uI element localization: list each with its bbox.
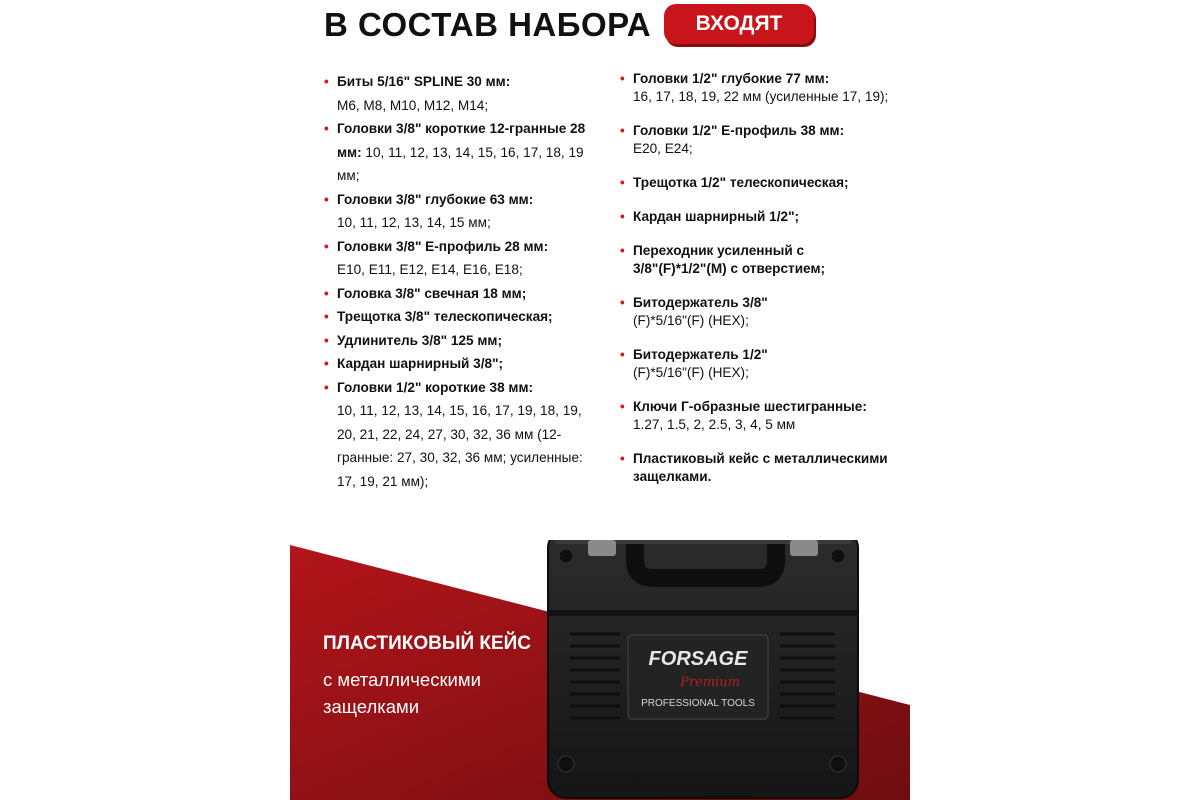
- list-item: [324, 305, 592, 329]
- case-title: ПЛАСТИКОВЫЙ КЕЙС: [323, 633, 532, 654]
- item-title: Кардан шарнирный 1/2";: [633, 209, 800, 224]
- bullet-icon: •: [324, 285, 329, 301]
- bullet-icon: •: [620, 175, 625, 190]
- brand-tagline: PROFESSIONAL TOOLS: [641, 698, 755, 709]
- item-title: Пластиковый кейс с металлическими защелками.: [633, 451, 888, 484]
- list-item: [324, 117, 592, 188]
- item-title: Головка 3/8" свечная 18 мм;: [337, 285, 527, 301]
- item-detail: 16, 17, 18, 19, 22 мм (усиленные 17, 19);: [633, 89, 889, 104]
- item-title: Биты 5/16" SPLINE 30 мм:: [337, 74, 511, 89]
- bullet-icon: •: [620, 295, 625, 310]
- item-detail: Е10, Е11, Е12, Е14, Е16, Е18;: [337, 262, 523, 277]
- list-item: [324, 352, 592, 376]
- bullet-icon: •: [620, 243, 625, 258]
- bullet-icon: •: [324, 379, 329, 395]
- bullet-icon: •: [620, 451, 625, 466]
- bullet-icon: •: [324, 238, 329, 254]
- list-item: [620, 70, 890, 106]
- item-title: Кардан шарнирный 3/8";: [337, 356, 504, 371]
- latch-left: [588, 540, 616, 556]
- bullet-icon: •: [620, 209, 625, 224]
- item-detail: 10, 11, 12, 13, 14, 15 мм;: [337, 215, 491, 230]
- case-promo: [290, 540, 910, 800]
- items-list-left: [324, 70, 592, 493]
- bullet-icon: •: [620, 123, 625, 138]
- list-item: [324, 235, 592, 282]
- case-subtitle-line1: с металлическими: [323, 669, 481, 690]
- item-detail: 10, 11, 12, 13, 14, 15, 16, 17, 18, 19 мм;: [337, 144, 584, 183]
- bullet-icon: •: [324, 309, 329, 324]
- latch-right: [790, 540, 818, 556]
- list-item: [324, 329, 592, 353]
- bullet-icon: •: [324, 356, 329, 371]
- bullet-icon: •: [324, 191, 329, 207]
- item-detail: 1.27, 1.5, 2, 2.5, 3, 4, 5 мм: [633, 417, 796, 432]
- item-title: Трещотка 1/2" телескопическая;: [633, 175, 849, 190]
- list-item: [620, 346, 890, 382]
- item-title: Ключи Г-образные шестигранные:: [633, 399, 867, 414]
- bullet-icon: •: [324, 74, 329, 89]
- list-item: [620, 450, 890, 486]
- item-detail: М6, М8, М10, М12, М14;: [337, 97, 489, 113]
- bullet-icon: •: [324, 332, 329, 348]
- item-title: Головки 1/2" Е-профиль 38 мм:: [633, 123, 845, 138]
- bullet-icon: •: [620, 399, 625, 414]
- bullet-icon: •: [620, 347, 625, 362]
- item-detail: (F)*5/16"(F) (HEX);: [633, 365, 749, 380]
- item-title: Головки 3/8" Е-профиль 28 мм:: [337, 238, 549, 254]
- item-title: Головки 1/2" короткие 38 мм:: [337, 379, 534, 395]
- case-subtitle: [323, 666, 481, 720]
- list-item: [324, 282, 592, 306]
- item-title: Головки 3/8" глубокие 63 мм:: [337, 191, 534, 207]
- items-list-right: [620, 70, 890, 502]
- bullet-icon: •: [324, 121, 329, 136]
- item-title: Головки 1/2" глубокие 77 мм:: [633, 71, 830, 86]
- list-item: [324, 376, 592, 494]
- item-title: Битодержатель 1/2": [633, 347, 768, 362]
- brand-logo: FORSAGE: [648, 648, 748, 670]
- item-detail: 10, 11, 12, 13, 14, 15, 16, 17, 19, 18, 19, 20, 21, 22, 24, 27, 30, 32, 36 мм (12-гранные: 27, 30, 32, 36 мм; усиленные: 17, 19, 21 мм);: [337, 403, 583, 489]
- page-title: В СОСТАВ НАБОРА: [324, 6, 652, 43]
- bullet-icon: •: [620, 71, 625, 86]
- product-card: [290, 0, 910, 800]
- list-item: [620, 398, 890, 434]
- list-item: [324, 70, 592, 117]
- plastic-case: [548, 540, 858, 798]
- list-item: [620, 294, 890, 330]
- item-title: Головки 3/8" короткие 12-гранные 28 мм:: [337, 121, 586, 160]
- case-subtitle-line2: защелками: [323, 696, 420, 717]
- list-item: [620, 242, 890, 278]
- included-badge: ВХОДЯТ: [664, 4, 814, 44]
- list-item: [324, 188, 592, 235]
- item-title: Переходник усиленный с: [633, 243, 805, 258]
- item-title: Битодержатель 3/8": [633, 295, 768, 310]
- list-item: [620, 174, 890, 192]
- item-detail: Е20, Е24;: [633, 141, 693, 156]
- list-item: [620, 208, 890, 226]
- item-detail: 3/8"(F)*1/2"(M) с отверстием;: [633, 261, 826, 276]
- item-detail: (F)*5/16"(F) (HEX);: [633, 313, 749, 328]
- brand-script: Premium: [680, 675, 740, 690]
- list-item: [620, 122, 890, 158]
- item-title: Трещотка 3/8" телескопическая;: [337, 309, 553, 324]
- item-title: Удлинитель 3/8" 125 мм;: [337, 332, 502, 348]
